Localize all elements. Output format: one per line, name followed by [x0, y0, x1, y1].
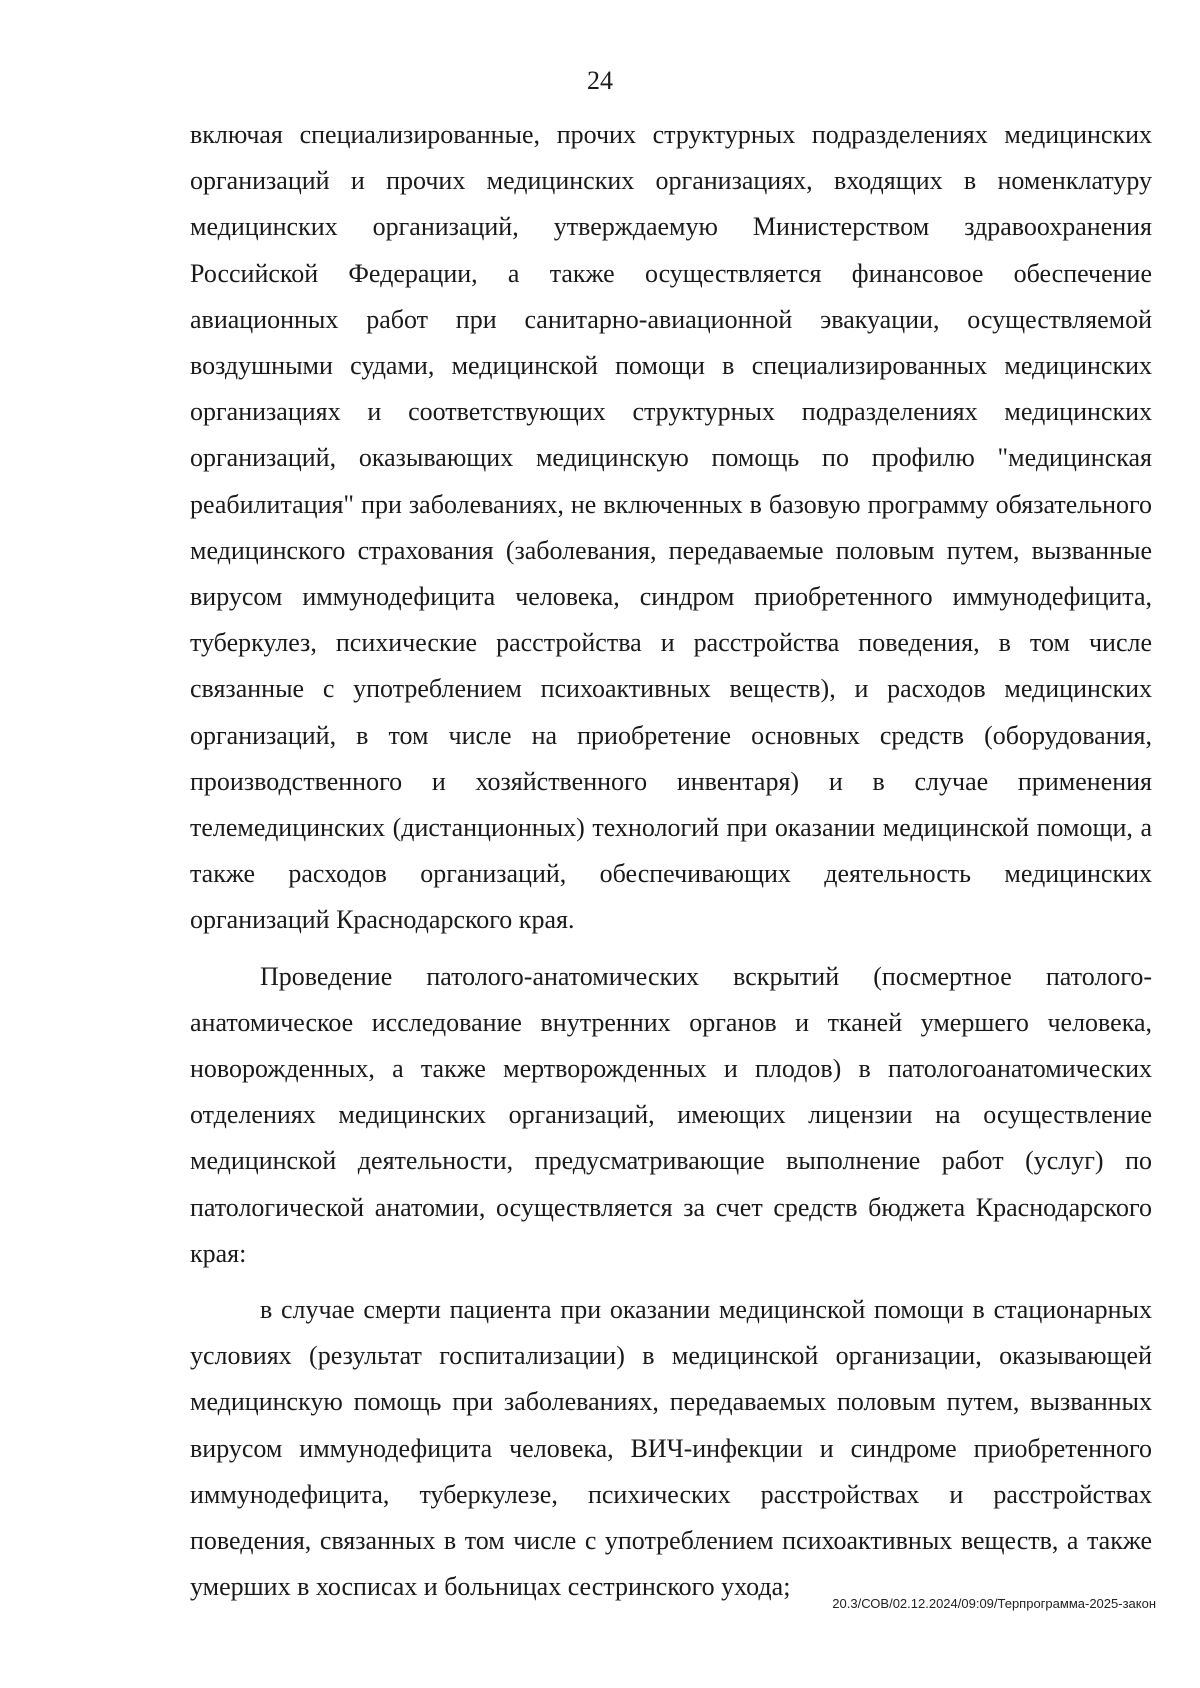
paragraph-death-case: в случае смерти пациента при оказании медицинской помощи в стационарных условиях (результат госпитализации) в медицинской организации, оказывающей медицинскую помощь при заболеваниях, передаваемых половым путем, вызванных вирусом иммунодефицита человека, ВИЧ-инфекции и синдроме приобретенного иммунодефицита, туберкулезе, психических расстройствах и расстройствах поведения, связанных в том числе с употреблением психоактивных веществ, а также умерших в хосписах и больницах сестринского ухода; [190, 1295, 1152, 1602]
paragraph-continuation: включая специализированные, прочих структурных подразделениях медицинских организаций и прочих медицинских организациях, входящих в номенклатуру медицинских организаций, утверждаемую Министерством здравоохранения Российской Федерации, а также осуществляется финансовое обеспечение авиационных работ при санитарно-авиационной эвакуации, осуществляемой воздушными судами, медицинской помощи в специализированных медицинских организациях и соответствующих структурных подразделениях медицинских организаций, оказывающих медицинскую помощь по профилю "медицинская реабилитация" при заболеваниях, не включенных в базовую программу обязательного медицинского страхования (заболевания, передаваемые половым путем, вызванные вирусом иммунодефицита человека, синдром приобретенного иммунодефицита, туберкулез, психические расстройства и расстройства поведения, в том числе связанные с употреблением психоактивных веществ), и расходов медицинских организаций, в том числе на приобретение основных средств (оборудования, производственного и хозяйственного инвентаря) и в случае применения телемедицинских (дистанционных) технологий при оказании медицинской помощи, а также расходов организаций, обеспечивающих деятельность медицинских организаций Краснодарского края. [190, 120, 1152, 935]
document-body [190, 112, 1152, 1611]
paragraph-autopsy: Проведение патолого-анатомических вскрытий (посмертное патолого-анатомическое исследование внутренних органов и тканей умершего человека, новорожденных, а также мертворожденных и плодов) в патологоанатомических отделениях медицинских организаций, имеющих лицензии на осуществление медицинской деятельности, предусматривающие выполнение работ (услуг) по патологической анатомии, осуществляется за счет средств бюджета Краснодарского края: [190, 961, 1152, 1268]
page-number: 24 [587, 66, 613, 95]
document-footer-code: 20.3/СОВ/02.12.2024/09:09/Терпрограмма-2025-закон [832, 1596, 1156, 1611]
